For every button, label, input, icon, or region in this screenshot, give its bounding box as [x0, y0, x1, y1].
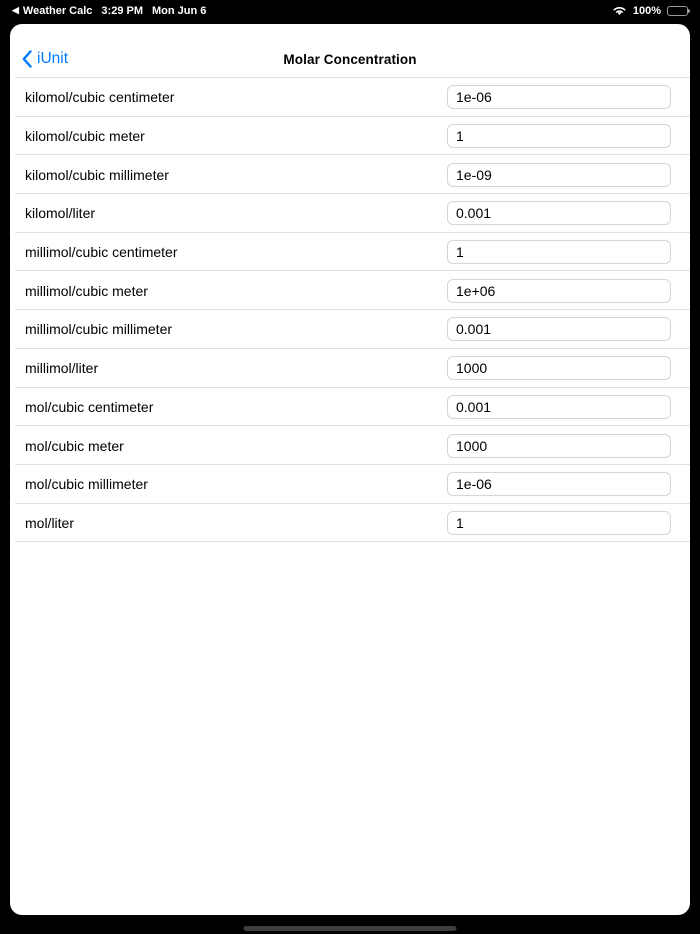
unit-row — [10, 117, 690, 156]
status-bar-right — [606, 5, 688, 17]
unit-label: millimol/cubic millimeter — [25, 321, 173, 338]
unit-value-input[interactable] — [447, 395, 671, 419]
home-indicator[interactable] — [244, 926, 457, 931]
unit-value-input[interactable] — [447, 356, 671, 380]
unit-value-input[interactable] — [447, 434, 671, 458]
unit-value-input[interactable] — [447, 317, 671, 341]
unit-row — [10, 194, 690, 233]
unit-value-input[interactable] — [447, 201, 671, 225]
wifi-icon — [612, 5, 627, 16]
status-date: Mon Jun 6 — [152, 4, 207, 17]
unit-value-input[interactable] — [447, 279, 671, 303]
battery-nub — [688, 9, 690, 13]
back-to-app-label: Weather Calc — [22, 4, 93, 17]
unit-value-input[interactable] — [447, 163, 671, 187]
unit-value-input[interactable] — [447, 511, 671, 535]
unit-label: mol/liter — [25, 514, 75, 531]
status-bar — [0, 0, 700, 21]
unit-row — [10, 349, 690, 388]
battery-icon — [667, 6, 688, 16]
unit-row — [10, 78, 690, 117]
unit-row — [10, 271, 690, 310]
unit-row — [10, 465, 690, 504]
unit-row — [10, 155, 690, 194]
unit-label: kilomol/cubic centimeter — [25, 89, 175, 106]
back-button[interactable] — [22, 40, 68, 78]
unit-label: mol/cubic centimeter — [25, 398, 154, 415]
status-time: 3:29 PM — [101, 4, 143, 17]
battery-percent: 100% — [632, 4, 661, 17]
status-bar-left — [12, 5, 215, 17]
unit-row — [10, 426, 690, 465]
unit-label: mol/cubic meter — [25, 437, 124, 454]
unit-label: millimol/liter — [25, 360, 99, 377]
unit-value-input[interactable] — [447, 124, 671, 148]
unit-label: mol/cubic millimeter — [25, 476, 148, 493]
unit-label: kilomol/cubic millimeter — [25, 166, 169, 183]
nav-bar — [10, 24, 690, 78]
page-title: Molar Concentration — [283, 51, 417, 67]
unit-row — [10, 233, 690, 272]
back-to-app-icon: ◀ — [12, 5, 19, 15]
back-to-app-button[interactable] — [12, 5, 92, 17]
unit-value-input[interactable] — [447, 240, 671, 264]
unit-value-input[interactable] — [447, 472, 671, 496]
back-button-label: iUnit — [37, 50, 69, 67]
unit-list — [10, 78, 690, 542]
unit-label: kilomol/cubic meter — [25, 128, 145, 145]
unit-row — [10, 504, 690, 543]
unit-value-input[interactable] — [447, 85, 671, 109]
unit-label: millimol/cubic centimeter — [25, 244, 178, 261]
unit-label: millimol/cubic meter — [25, 282, 148, 299]
app-window — [10, 24, 690, 915]
chevron-left-icon — [22, 50, 32, 68]
unit-label: kilomol/liter — [25, 205, 96, 222]
unit-row — [10, 310, 690, 349]
unit-row — [10, 388, 690, 427]
